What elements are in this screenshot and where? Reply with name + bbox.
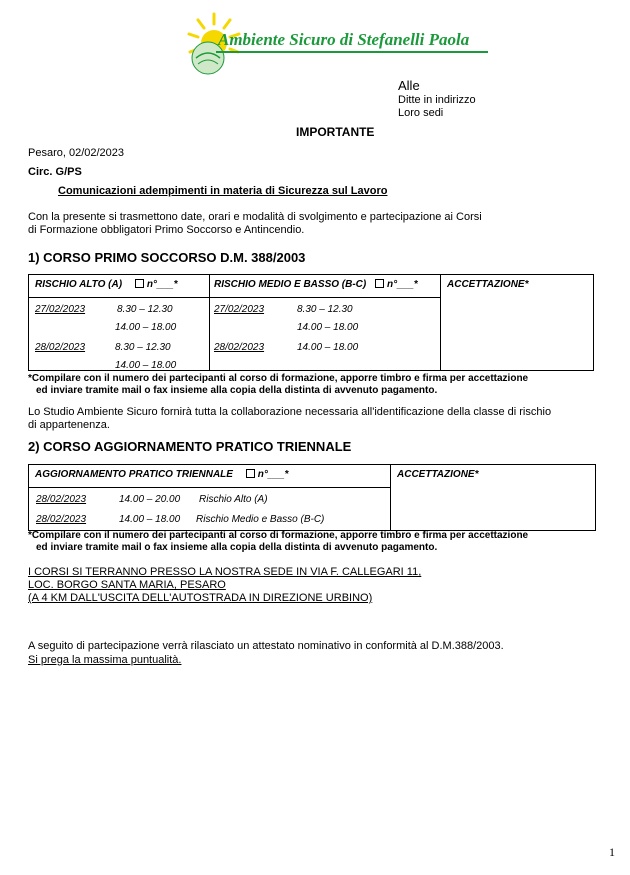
support-line-2: di appartenenza. (28, 419, 110, 431)
addressee-alle: Alle (398, 78, 420, 93)
s1-col2-date1: 27/02/2023 (214, 304, 265, 315)
subject-line: Comunicazioni adempimenti in materia di Sicurezza sul Lavoro (58, 185, 388, 197)
section2-note-line1: *Compilare con il numero dei partecipanti al corso di formazione, apporre timbro e firma per accettazione (28, 530, 529, 541)
s1-col1-date2-time2: 14.00 – 18.00 (115, 360, 177, 371)
s2-col1-header: AGGIORNAMENTO PRATICO TRIENNALE (35, 469, 233, 480)
closing-line-1: A seguito di partecipazione verrà rilasciato un attestato nominativo in conformità al D.M.388/2003. (28, 640, 504, 652)
s1-col2-date1-time1: 8.30 – 12.30 (297, 304, 353, 315)
s1-col1-date2-time1: 8.30 – 12.30 (115, 342, 171, 353)
section1-heading: 1) CORSO PRIMO SOCCORSO D.M. 388/2003 (28, 250, 306, 265)
checkbox-icon[interactable] (246, 469, 255, 478)
s2-row2-desc: Rischio Medio e Basso (B-C) (196, 514, 325, 525)
col1-count: n°___* (146, 279, 178, 290)
section1-note-line2: ed inviare tramite mail o fax insieme alla copia della distinta di avvenuto pagamento. (36, 385, 438, 396)
checkbox-icon[interactable] (375, 279, 384, 288)
s1-col1-date1: 27/02/2023 (35, 304, 86, 315)
addressee-sedi: Loro sedi (398, 107, 444, 119)
section1-note-line1: *Compilare con il numero dei partecipanti al corso di formazione, apporre timbro e firma per accettazione (28, 373, 529, 384)
page-title: IMPORTANTE (296, 125, 375, 139)
logo-underline (216, 51, 488, 53)
s1-col1-date1-time1: 8.30 – 12.30 (117, 304, 173, 315)
primo-soccorso-table (28, 274, 594, 371)
date-line: Pesaro, 02/02/2023 (28, 147, 125, 159)
s1-col1-date1-time2: 14.00 – 18.00 (115, 322, 177, 333)
support-line-1: Lo Studio Ambiente Sicuro fornirà tutta la collaborazione necessaria all'identificazione della classe di rischio (28, 406, 552, 418)
page-number: 1 (609, 845, 615, 859)
col2-header: RISCHIO MEDIO E BASSO (B-C) (214, 279, 367, 290)
addressee-ditte: Ditte in indirizzo (398, 94, 476, 106)
aggiornamento-table (28, 464, 596, 531)
section2-heading: 2) CORSO AGGIORNAMENTO PRATICO TRIENNALE (28, 439, 352, 454)
checkbox-icon[interactable] (135, 279, 144, 288)
circ-code: Circ. G/PS (28, 166, 82, 178)
venue-line-2: LOC. BORGO SANTA MARIA, PESARO (28, 579, 226, 591)
s2-col1-count: n°___* (257, 469, 289, 480)
s2-row2-time: 14.00 – 18.00 (119, 514, 181, 525)
intro-line-2: di Formazione obbligatori Primo Soccorso e Antincendio. (28, 224, 305, 236)
col3-header: ACCETTAZIONE* (447, 279, 529, 290)
s2-row2-date: 28/02/2023 (36, 514, 87, 525)
venue-line-1: I CORSI SI TERRANNO PRESSO LA NOSTRA SEDE IN VIA F. CALLEGARI 11, (28, 566, 422, 578)
s2-row1-time: 14.00 – 20.00 (119, 494, 181, 505)
company-name: Ambiente Sicuro di Stefanelli Paola (218, 30, 470, 49)
col1-header: RISCHIO ALTO (A) (35, 279, 123, 290)
venue-line-3: (A 4 KM DALL'USCITA DELL'AUTOSTRADA IN DIREZIONE URBINO) (28, 592, 373, 604)
col2-count: n°___* (387, 279, 418, 290)
section2-note-line2: ed inviare tramite mail o fax insieme alla copia della distinta di avvenuto pagamento. (36, 542, 438, 553)
s1-col2-date2-time1: 14.00 – 18.00 (297, 342, 359, 353)
s1-col2-date2: 28/02/2023 (214, 342, 265, 353)
s1-col1-date2: 28/02/2023 (35, 342, 86, 353)
closing-line-2: Si prega la massima puntualità. (28, 654, 182, 666)
s1-col2-date1-time2: 14.00 – 18.00 (297, 322, 359, 333)
intro-line-1: Con la presente si trasmettono date, orari e modalità di svolgimento e partecipazione ai Corsi (28, 211, 482, 223)
s2-col2-header: ACCETTAZIONE* (397, 469, 479, 480)
s2-row1-desc: Rischio Alto (A) (199, 494, 268, 505)
s2-row1-date: 28/02/2023 (36, 494, 87, 505)
